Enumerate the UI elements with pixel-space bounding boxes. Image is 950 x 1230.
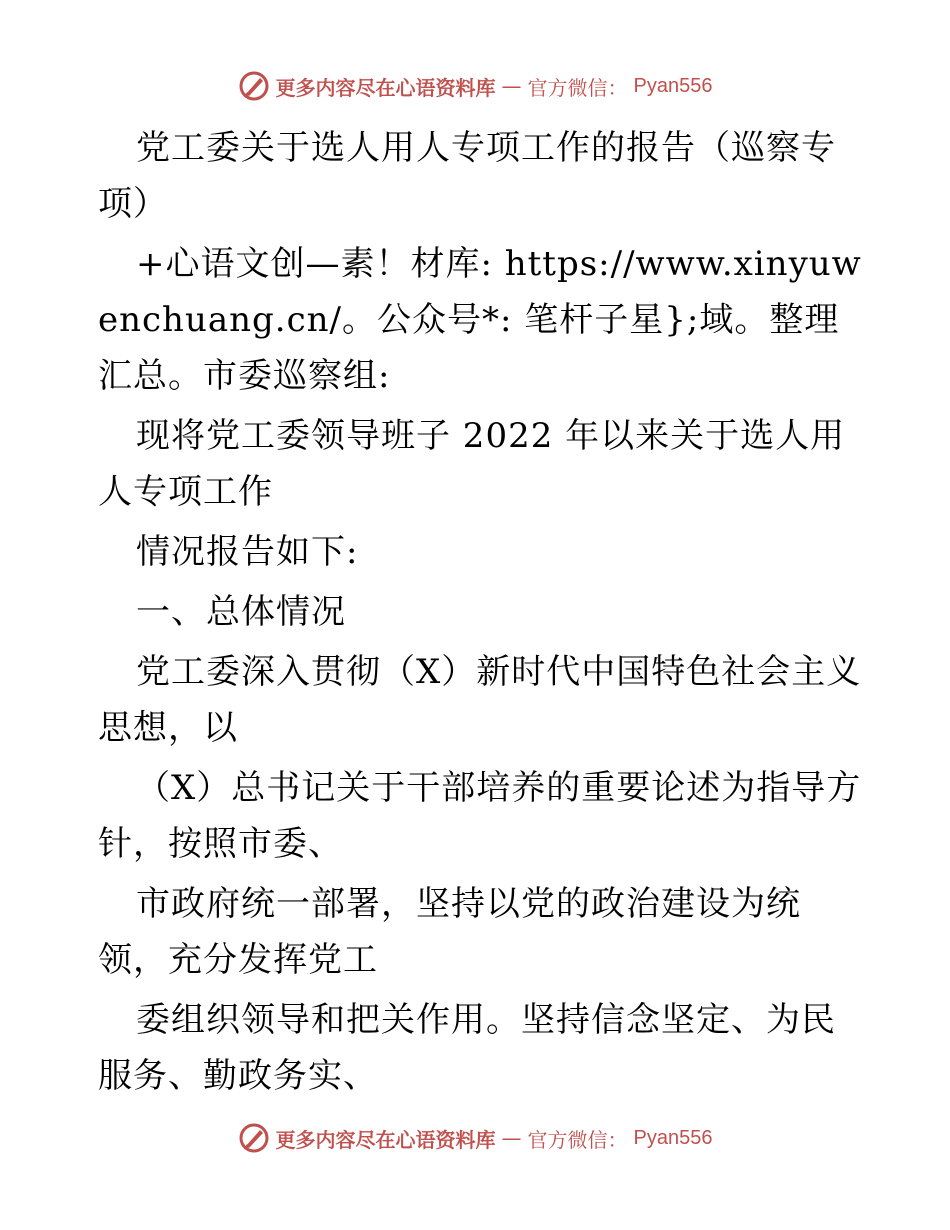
paragraph-intro-cont: 情况报告如下: xyxy=(136,532,359,572)
paragraph-body-2: （X）总书记关于干部培养的重要论述为指导方针，按照市委、 xyxy=(98,768,862,864)
section-heading: 一、总体情况 xyxy=(136,592,346,632)
pen-logo-icon xyxy=(238,1122,270,1154)
watermark-main-text: 更多内容尽在心语资料库 xyxy=(275,1127,496,1152)
watermark-id: Pyan556 xyxy=(633,1126,713,1149)
watermark-dash: — xyxy=(501,1126,522,1150)
document-title: 党工委关于选人用人专项工作的报告（巡察专项） xyxy=(98,128,836,224)
pen-logo-icon xyxy=(238,70,270,102)
paragraph-body-3: 市政府统一部署，坚持以党的政治建设为统领，充分发挥党工 xyxy=(98,884,801,980)
paragraph-source: +心语文创—素！材库: https://www.xinyuwenchuang.cn/。公众号*: 笔杆子星};域。整理汇总。市委巡察组: xyxy=(98,244,862,396)
paragraph-intro: 现将党工委领导班子 2022 年以来关于选人用人专项工作 xyxy=(98,416,846,512)
watermark-id: Pyan556 xyxy=(633,74,713,97)
document-body xyxy=(98,120,868,1108)
watermark-label: 官方微信： xyxy=(527,1127,628,1152)
watermark-main-text: 更多内容尽在心语资料库 xyxy=(275,75,496,100)
watermark-dash: — xyxy=(501,74,522,98)
paragraph-body-1: 党工委深入贯彻（X）新时代中国特色社会主义思想，以 xyxy=(98,652,862,748)
paragraph-body-4: 委组织领导和把关作用。坚持信念坚定、为民服务、勤政务实、 xyxy=(98,1000,836,1096)
watermark-label: 官方微信： xyxy=(527,75,628,100)
watermark-footer xyxy=(0,1122,950,1154)
watermark-header xyxy=(0,70,950,102)
